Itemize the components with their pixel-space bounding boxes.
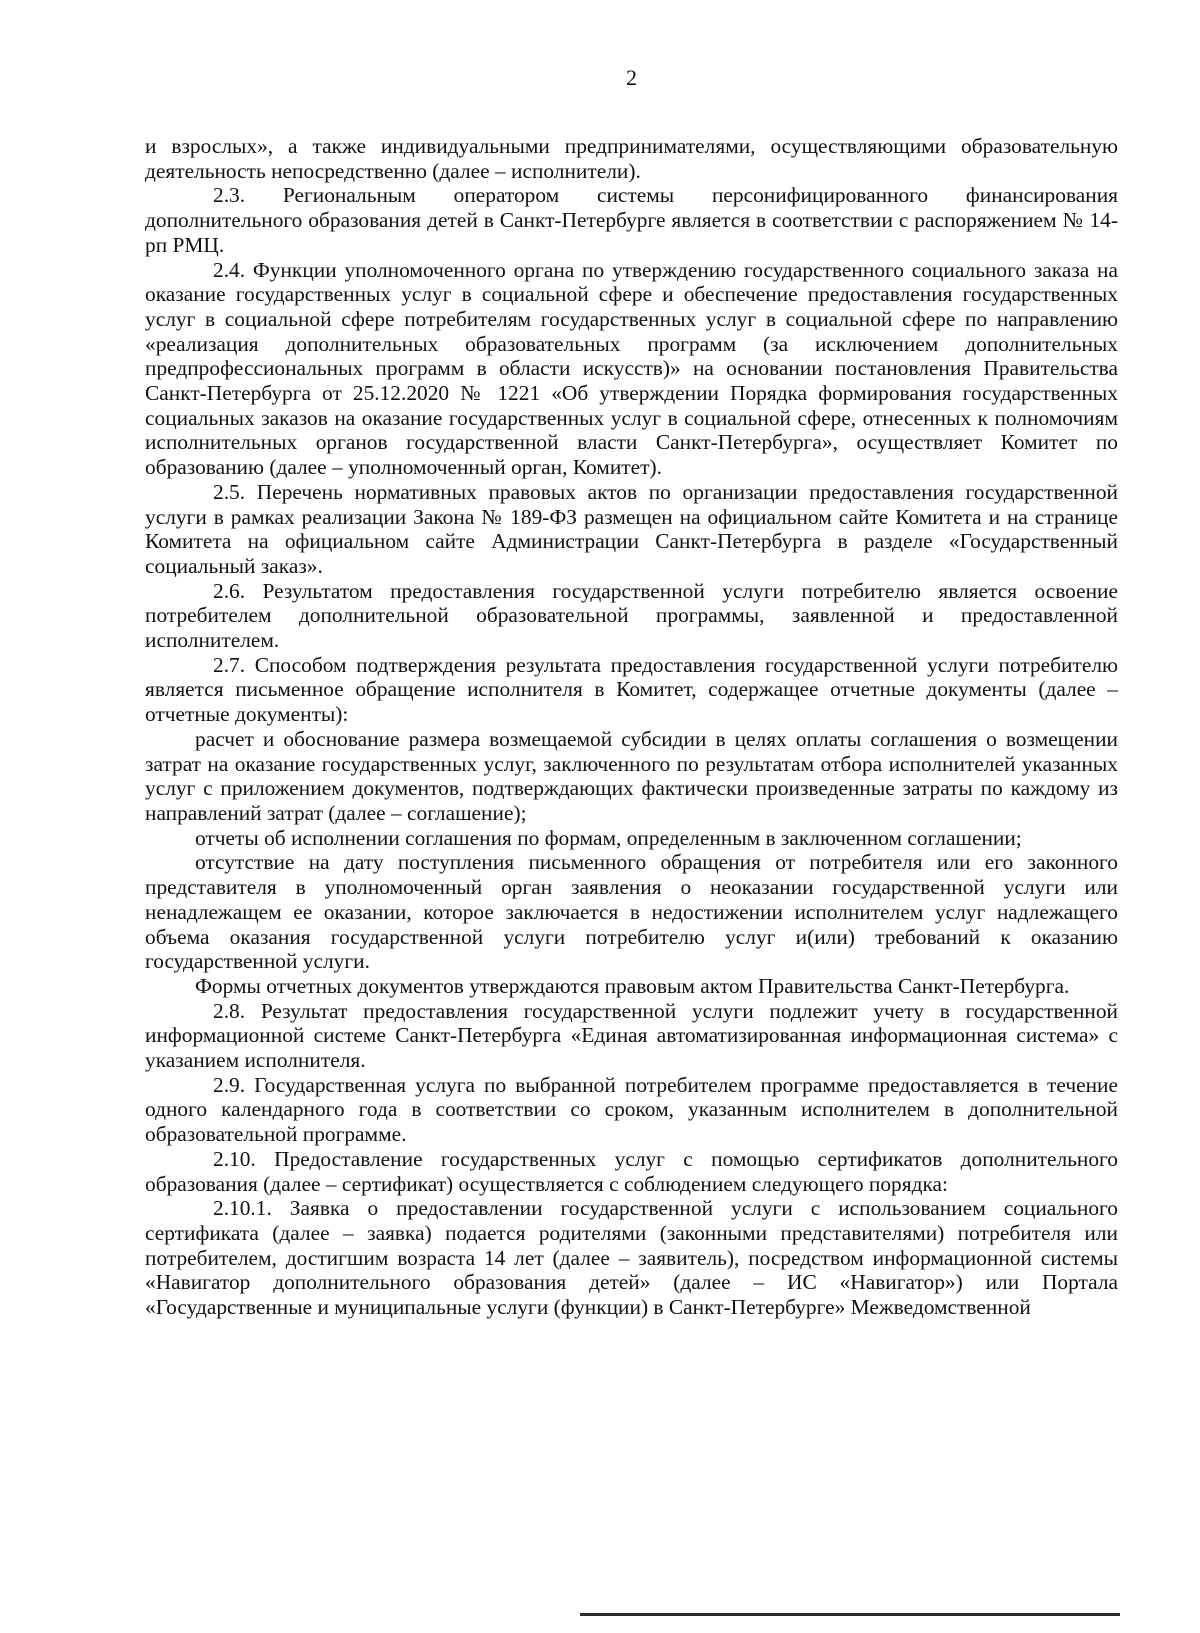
paragraph-2-10-1: 2.10.1. Заявка о предоставлении государственной услуги с использованием социального сертификата (далее – заявка) подается родителями (законными представителями) потребителя или потребителем, достигшим возраста 14 лет (далее – заявитель), посредством информационной системы «Навигатор дополнительного образования детей» (далее – ИС «Навигатор») или Портала «Государственные и муниципальные услуги (функции) в Санкт-Петербурге» Межведомственной (145, 1196, 1118, 1320)
list-item-calculation: расчет и обоснование размера возмещаемой субсидии в целях оплаты соглашения о возмещении затрат на оказание государственных услуг, заключенного по результатам отбора исполнителей указанных услуг с приложением документов, подтверждающих фактически произведенные затраты по каждому из направлений затрат (далее – соглашение); (145, 726, 1118, 825)
paragraph-2-3: 2.3. Региональным оператором системы персонифицированного финансирования дополнительного образования детей в Санкт-Петербурге является в соответствии с распоряжением № 14-рп РМЦ. (145, 183, 1118, 257)
page-number: 2 (626, 65, 637, 90)
paragraph-2-10: 2.10. Предоставление государственных услуг с помощью сертификатов дополнительного образования (далее – сертификат) осуществляется с соблюдением следующего порядка: (145, 1146, 1118, 1196)
list-item-absence: отсутствие на дату поступления письменного обращения от потребителя или его законного представителя в уполномоченный орган заявления о неоказании государственной услуги или ненадлежащем ее оказании, которое заключается в недостижении исполнителем услуг надлежащего объема оказания государственной услуги потребителю услуг и(или) требований к оказанию государственной услуги. (145, 850, 1118, 974)
scan-edge-line (580, 1613, 1120, 1616)
paragraph-2-7: 2.7. Способом подтверждения результата предоставления государственной услуги потребителю является письменное обращение исполнителя в Комитет, содержащее отчетные документы (далее – отчетные документы): (145, 652, 1118, 727)
paragraph-2-6: 2.6. Результатом предоставления государственной услуги потребителю является освоение потребителем дополнительной образовательной программы, заявленной и предоставленной исполнителем. (145, 578, 1118, 653)
paragraph-continuation: и взрослых», а также индивидуальными предпринимателями, осуществляющими образовательную деятельность непосредственно (далее – исполнители). (145, 134, 1118, 183)
list-item-reports: отчеты об исполнении соглашения по формам, определенным в заключенном соглашении; (195, 825, 1022, 850)
paragraph-forms: Формы отчетных документов утверждаются правовым актом Правительства Санкт-Петербурга. (195, 973, 1070, 998)
paragraph-2-5: 2.5. Перечень нормативных правовых актов по организации предоставления государственной услуги в рамках реализации Закона № 189-ФЗ размещен на официальном сайте Комитета и на странице Комитета на официальном сайте Администрации Санкт-Петербурга в разделе «Государственный социальный заказ». (145, 479, 1118, 578)
paragraph-2-4: 2.4. Функции уполномоченного органа по утверждению государственного социального заказа на оказание государственных услуг в социальной сфере и обеспечение предоставления государственных услуг в социальной сфере потребителям государственных услуг в социальной сфере по направлению «реализация дополнительных образовательных программ (за исключением дополнительных предпрофессиональных программ в области искусств)» на основании постановления Правительства Санкт-Петербурга от 25.12.2020 № 1221 «Об утверждении Порядка формирования государственных социальных заказов на оказание государственных услуг в социальной сфере, отнесенных к полномочиям исполнительных органов государственной власти Санкт-Петербурга», осуществляет Комитет по образованию (далее – уполномоченный орган, Комитет). (145, 257, 1118, 480)
paragraph-2-9: 2.9. Государственная услуга по выбранной потребителем программе предоставляется в течение одного календарного года в соответствии со сроком, указанным исполнителем в дополнительной образовательной программе. (145, 1072, 1118, 1147)
document-page (145, 64, 1118, 1320)
paragraph-2-8: 2.8. Результат предоставления государственной услуги подлежит учету в государственной информационной системе Санкт-Петербурга «Единая автоматизированная информационная система» с указанием исполнителя. (145, 998, 1118, 1073)
